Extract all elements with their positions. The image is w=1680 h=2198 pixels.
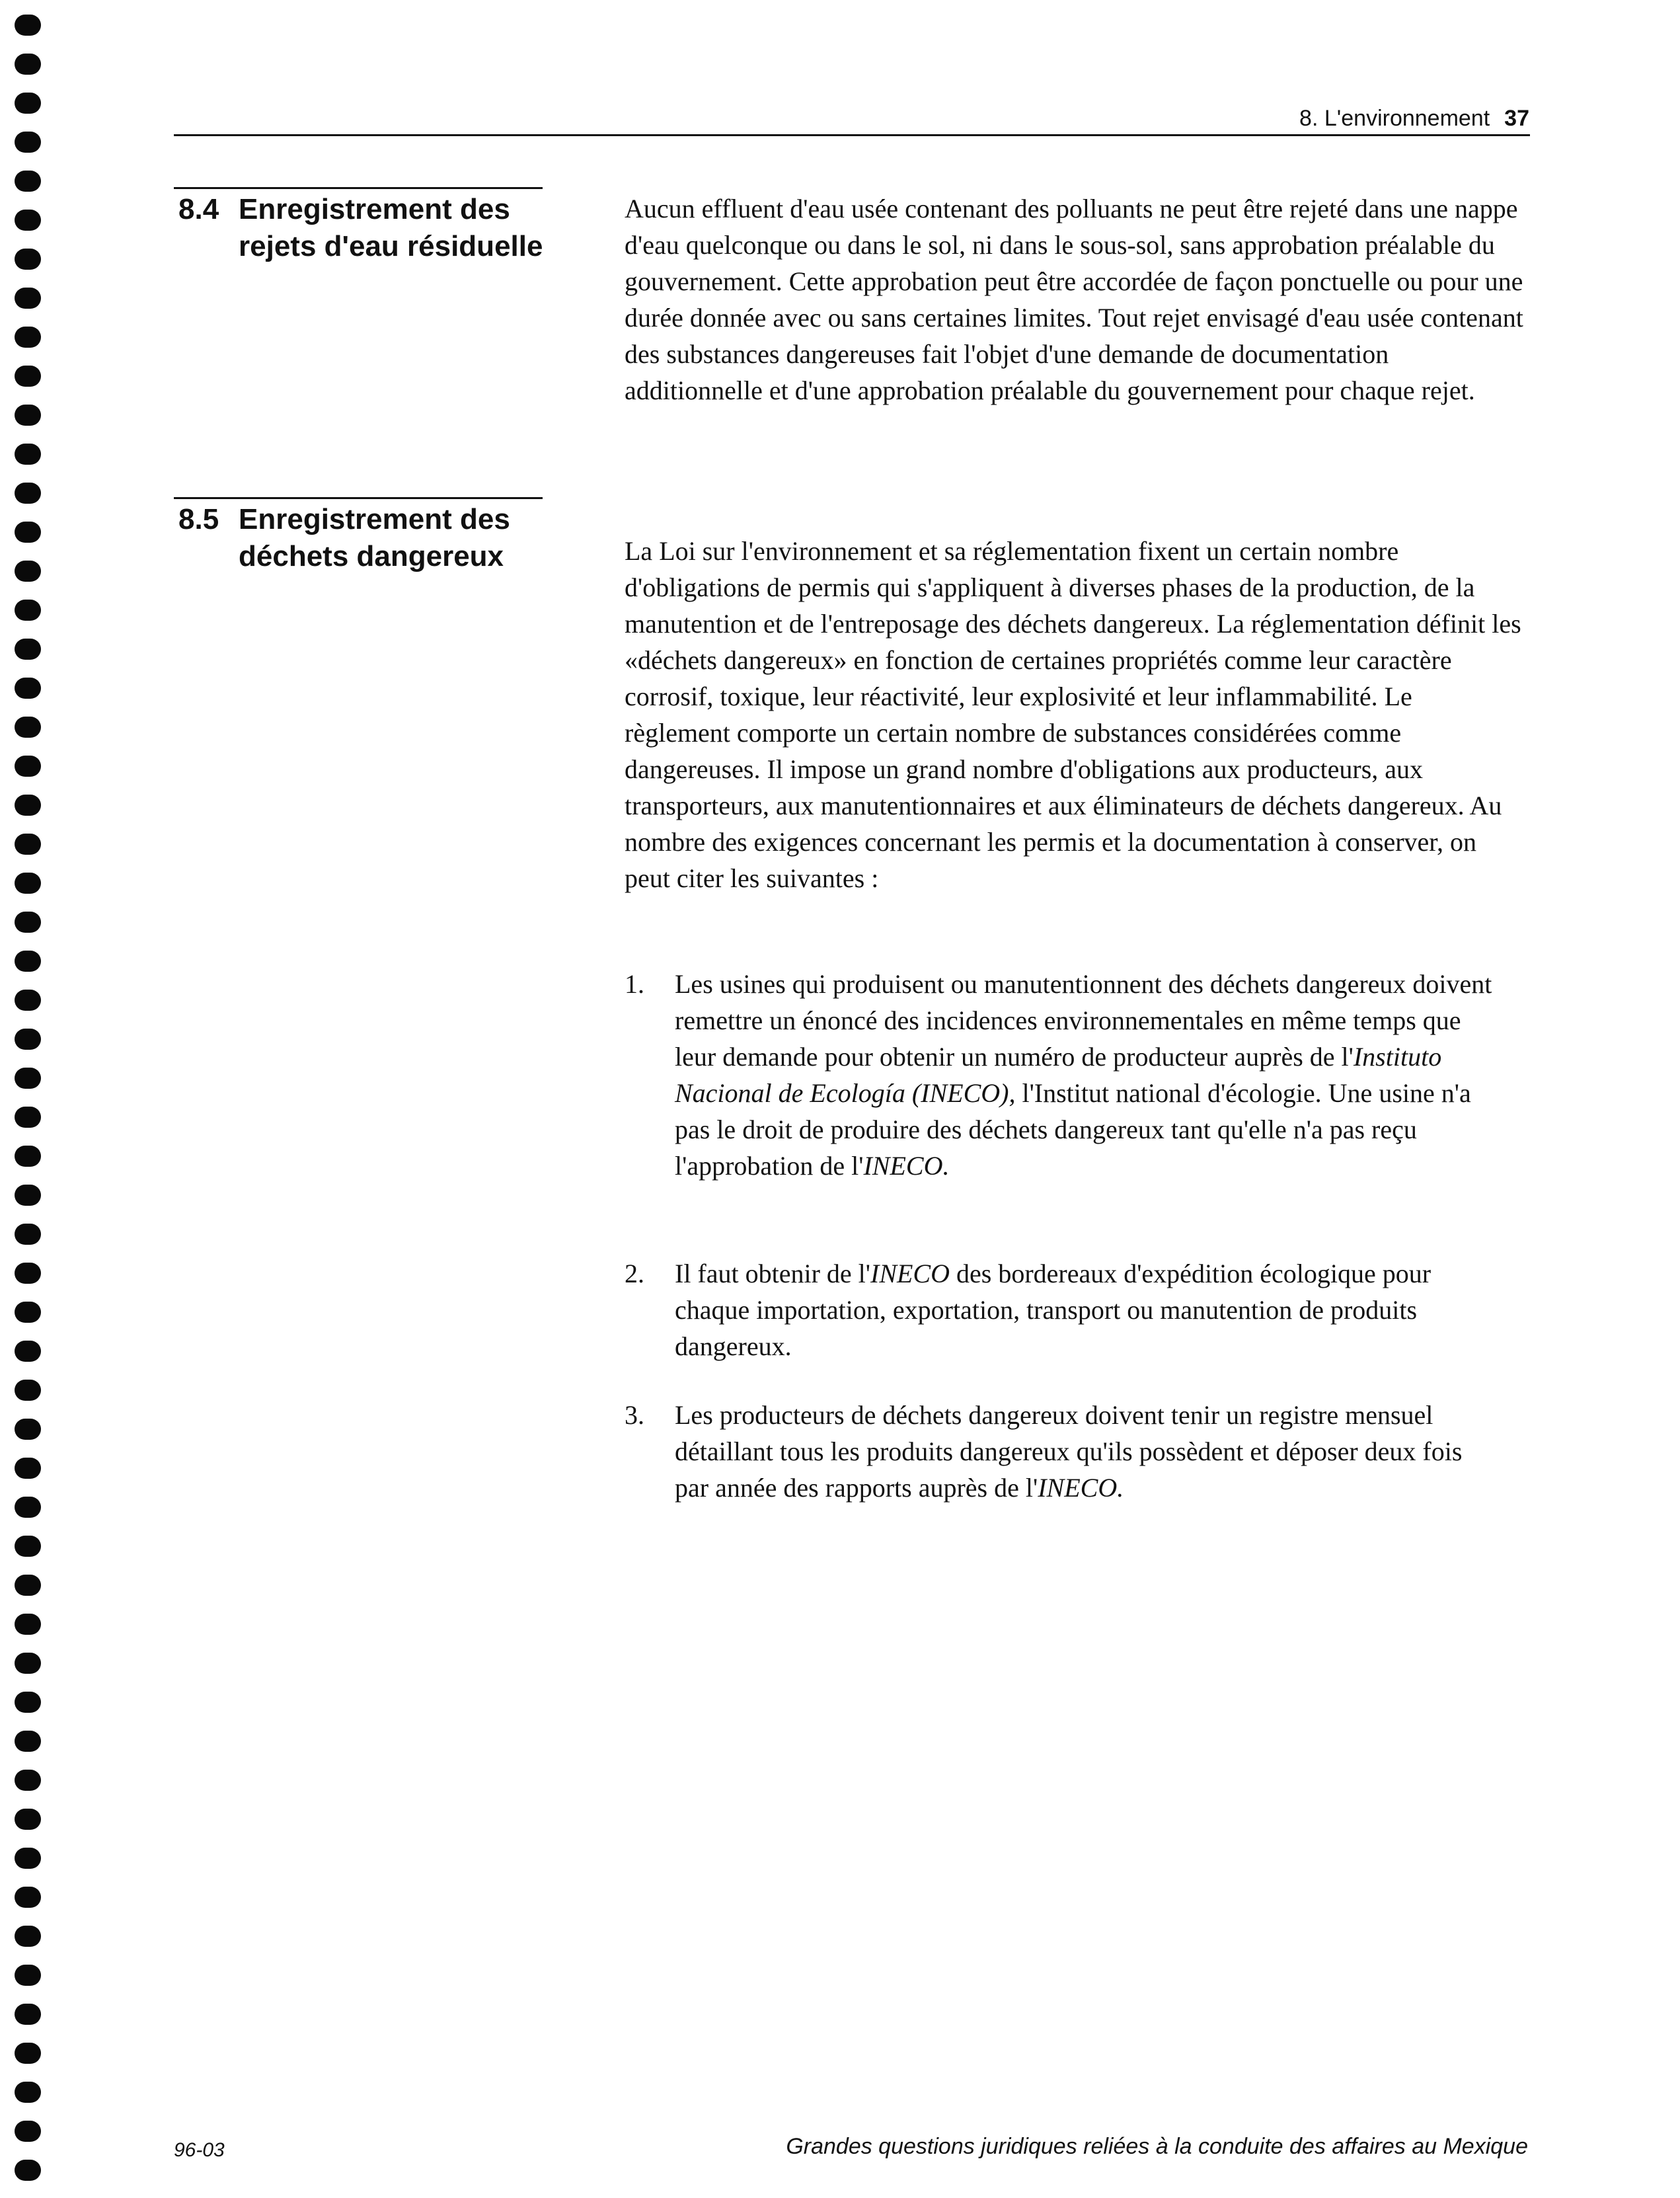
binder-hole (15, 2043, 41, 2064)
text-run: des bordereaux d'expédition écologique pour chaque importation, exportation, transport ou manutention de produits dangereux. (675, 1259, 1432, 1361)
binder-hole (15, 873, 41, 894)
binder-hole (15, 483, 41, 504)
binder-hole (15, 444, 41, 465)
binder-hole (15, 1536, 41, 1557)
section-title: Enregistrement des rejets d'eau résiduelle (239, 193, 543, 262)
binder-hole (15, 1146, 41, 1167)
section-number: 8.4 (178, 193, 219, 225)
binder-hole (15, 2082, 41, 2103)
binder-hole (15, 1497, 41, 1518)
binder-hole (15, 366, 41, 387)
text-run: Les usines qui produisent ou manutentionnent des déchets dangereux doivent remettre un énoncé des incidences environnementales en même temps que leur demande pour obtenir un numéro de producteur auprès de l' (675, 969, 1492, 1072)
binder-hole (15, 600, 41, 621)
binder-hole (15, 1965, 41, 1986)
list-item-number: 1. (625, 969, 644, 999)
list-item-text (675, 1397, 1494, 1506)
section-title: Enregistrement des déchets dangereux (239, 503, 510, 572)
binder-hole (15, 795, 41, 816)
list-item-number: 2. (625, 1259, 644, 1288)
chapter-title: 8. L'environnement (1299, 106, 1490, 131)
binder-hole (15, 1029, 41, 1050)
binder-hole (15, 54, 41, 75)
binder-hole (15, 1263, 41, 1284)
binder-hole (15, 171, 41, 192)
binder-hole (15, 249, 41, 270)
binder-hole (15, 1848, 41, 1869)
binder-hole (15, 1107, 41, 1128)
italic-term: INECO. (1038, 1473, 1124, 1503)
list-item-number: 3. (625, 1400, 644, 1430)
italic-term: Instituto Nacional de Ecología (INECO), (675, 1042, 1442, 1108)
binder-hole (15, 1419, 41, 1440)
binder-hole (15, 1575, 41, 1596)
binder-hole (15, 522, 41, 543)
binder-hole (15, 912, 41, 933)
binder-hole (15, 1731, 41, 1752)
binder-hole (15, 288, 41, 309)
running-header (1299, 106, 1529, 132)
section-rule (174, 497, 543, 499)
binder-hole (15, 1614, 41, 1635)
binder-hole (15, 756, 41, 777)
binder-holes (15, 15, 42, 2196)
text-run: Les producteurs de déchets dangereux doivent tenir un registre mensuel détaillant tous les produits dangereux qu'ils possèdent et déposer deux fois par année des rapports auprès de l' (675, 1400, 1463, 1503)
binder-hole (15, 1185, 41, 1206)
binder-hole (15, 1692, 41, 1713)
binder-hole (15, 327, 41, 348)
page-number: 37 (1504, 106, 1529, 131)
binder-hole (15, 1302, 41, 1323)
text-run: Il faut obtenir de l' (675, 1259, 870, 1288)
binder-hole (15, 132, 41, 153)
binder-hole (15, 561, 41, 582)
binder-hole (15, 1380, 41, 1401)
text-run: l'Institut national d'écologie. Une usine n'a pas le droit de produire des déchets dangereux tant qu'elle n'a pas reçu l'approbation de l' (675, 1078, 1471, 1181)
publication-title: Grandes questions juridiques reliées à la conduite des affaires au Mexique (786, 2134, 1528, 2159)
binder-hole (15, 639, 41, 660)
binder-hole (15, 405, 41, 426)
binder-hole (15, 678, 41, 699)
binder-hole (15, 1458, 41, 1479)
list-item-text (675, 1255, 1494, 1364)
binder-hole (15, 990, 41, 1011)
section-body: La Loi sur l'environnement et sa réglementation fixent un certain nombre d'obligations de permis qui s'appliquent à diverses phases de la production, de la manutention et de l'entreposage des déchets dangereux. La réglementation définit les «déchets dangereux» en fonction de certaines propriétés comme leur caractère corrosif, toxique, leur réactivité, leur explosivité et leur inflammabilité. Le règlement comporte un certain nombre de substances considérées comme dangereuses. Il impose un grand nombre d'obligations aux producteurs, aux transporteurs, aux manutentionnaires et aux éliminateurs de déchets dangereux. Au nombre des exigences concernant les permis et la documentation à conserver, on peut citer les suivantes : (625, 536, 1521, 893)
document-code: 96-03 (174, 2139, 225, 2161)
binder-hole (15, 15, 41, 36)
binder-hole (15, 1926, 41, 1947)
binder-hole (15, 1809, 41, 1830)
list-item-text (675, 966, 1494, 1184)
binder-hole (15, 2121, 41, 2142)
section-rule (174, 187, 543, 189)
binder-hole (15, 2004, 41, 2025)
section-body: Aucun effluent d'eau usée contenant des polluants ne peut être rejeté dans une nappe d'eau quelconque ou dans le sol, ni dans le sous-sol, sans approbation préalable du gouvernement. Cette approbation peut être accordée de façon ponctuelle ou pour une durée donnée avec ou sans certaines limites. Tout rejet envisagé d'eau usée contenant des substances dangereuses fait l'objet d'une demande de documentation additionnelle et d'une approbation préalable du gouvernement pour chaque rejet. (625, 194, 1523, 405)
binder-hole (15, 1068, 41, 1089)
italic-term: INECO (870, 1259, 950, 1288)
binder-hole (15, 1653, 41, 1674)
binder-hole (15, 1341, 41, 1362)
binder-hole (15, 717, 41, 738)
binder-hole (15, 1887, 41, 1908)
header-rule (174, 134, 1530, 136)
binder-hole (15, 93, 41, 114)
section-number: 8.5 (178, 503, 219, 535)
binder-hole (15, 1770, 41, 1791)
binder-hole (15, 834, 41, 855)
italic-term: INECO. (863, 1151, 950, 1181)
binder-hole (15, 1224, 41, 1245)
binder-hole (15, 210, 41, 231)
binder-hole (15, 951, 41, 972)
binder-hole (15, 2160, 41, 2181)
